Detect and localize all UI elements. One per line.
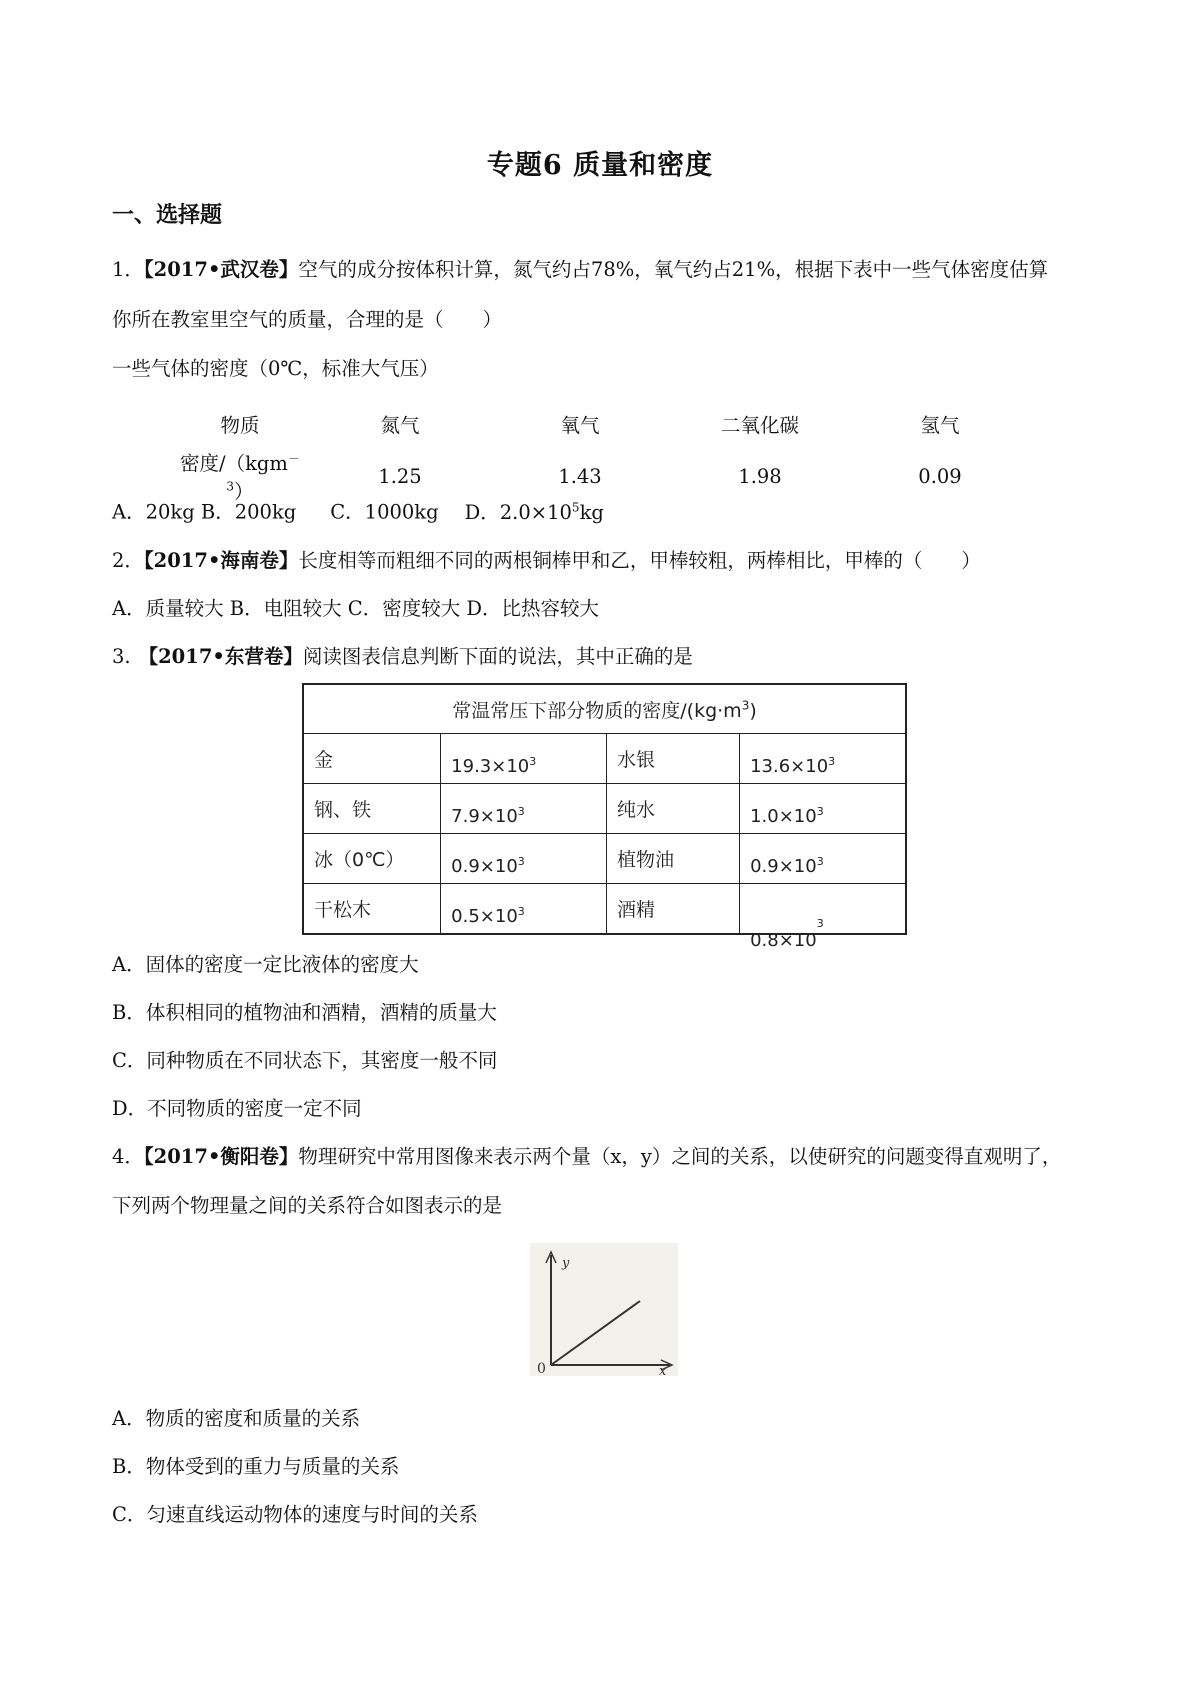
density-title-end: ) (749, 699, 757, 722)
density-value-exp: 3 (529, 755, 537, 768)
gas-table-header-cell: 氢气 (920, 414, 960, 437)
gas-table-value-cell: 1.25 (378, 464, 422, 488)
page-title: 专题6 质量和密度 (486, 150, 714, 181)
q2-number: 2． (112, 549, 144, 572)
density-value-exp: 3 (816, 916, 824, 930)
density-value-base: 19.3×10 (451, 756, 530, 777)
density-value-base: 13.6×10 (750, 756, 829, 777)
density-value (441, 884, 607, 934)
linear-graph-figure (530, 1243, 678, 1379)
q3-option-b: B．体积相同的植物油和酒精，酒精的质量大 (112, 1001, 497, 1024)
q1-option-d-exp: 5 (571, 500, 580, 514)
q3-source: 【2017•东营卷】 (138, 645, 303, 668)
q1-option-ab: A．20kg B．200kg (112, 500, 297, 524)
q4-option-b: B．物体受到的重力与质量的关系 (112, 1455, 400, 1478)
substance-name: 冰（0℃） (303, 834, 441, 884)
q2-options: A．质量较大 B．电阻较大 C．密度较大 D．比热容较大 (112, 597, 600, 620)
gas-table-value-cell: 0.09 (918, 464, 962, 488)
density-value (740, 834, 906, 884)
q3-option-c: C．同种物质在不同状态下，其密度一般不同 (112, 1049, 498, 1072)
row-label-end: ） (234, 480, 254, 503)
density-title-sup: 3 (741, 698, 750, 713)
substance-name: 水银 (607, 734, 740, 784)
proportional-line (551, 1301, 640, 1365)
gas-table-value-cell: 1.98 (738, 464, 782, 488)
density-value (441, 734, 607, 784)
linear-graph-svg (530, 1243, 678, 1379)
q1-text-1: 空气的成分按体积计算，氮气约占78%，氧气约占21%，根据下表中一些气体密度估算 (298, 258, 1049, 281)
q3-number: 3. (112, 645, 131, 668)
q2-text: 长度相等而粗细不同的两根铜棒甲和乙，甲棒较粗，两棒相比，甲棒的（ ） (298, 549, 981, 572)
gas-table-value-row (170, 448, 1030, 504)
substance-name: 酒精 (607, 884, 740, 934)
density-value-base: 0.5×10 (451, 905, 518, 927)
density-value-base: 1.0×10 (750, 806, 817, 827)
q1-source: 【2017•武汉卷】 (143, 258, 299, 281)
density-value-exp: 3 (816, 805, 824, 818)
density-value-base: 0.9×10 (451, 856, 518, 877)
q4-option-a: A．物质的密度和质量的关系 (112, 1407, 361, 1430)
gas-density-table (170, 400, 1030, 504)
density-value (441, 834, 607, 884)
row-label-text: 密度/（kgm (180, 452, 288, 475)
q1-options (112, 500, 604, 524)
q1-option-c: C．1000kg (330, 500, 439, 524)
density-table-title-row (303, 684, 906, 734)
origin-label: 0 (537, 1361, 546, 1377)
density-value-base: 0.8×10 (750, 929, 817, 951)
q1-number: 1． (112, 258, 144, 281)
substance-name: 金 (303, 734, 441, 784)
q1-text-2: 你所在教室里空气的质量，合理的是（ ） (112, 308, 503, 331)
q1-table-caption: 一些气体的密度（0℃，标准大气压） (112, 357, 439, 380)
q1-option-d-base: D．2.0×10 (464, 500, 572, 524)
gas-table-value-cell: 1.43 (558, 464, 602, 488)
q4-text-2: 下列两个物理量之间的关系符合如图表示的是 (112, 1194, 503, 1217)
density-table-title (303, 684, 906, 734)
q2-line (112, 549, 981, 572)
section-heading: 一、选择题 (112, 202, 223, 228)
q3-line (112, 645, 693, 668)
q2-source: 【2017•海南卷】 (143, 549, 299, 572)
density-value (441, 784, 607, 834)
q1-option-d-unit: kg (579, 500, 604, 524)
density-table-row (303, 734, 906, 784)
density-value-base: 0.9×10 (750, 856, 817, 877)
density-title-text: 常温常压下部分物质的密度/(kg·m (452, 699, 742, 722)
substance-name: 钢、铁 (303, 784, 441, 834)
q4-text-1: 物理研究中常用图像来表示两个量（x，y）之间的关系，以使研究的问题变得直观明了， (298, 1145, 1062, 1168)
density-value-exp: 3 (816, 855, 824, 868)
density-value (740, 784, 906, 834)
row-label-sup: －3 (226, 451, 300, 494)
substance-name: 植物油 (607, 834, 740, 884)
q3-text: 阅读图表信息判断下面的说法，其中正确的是 (302, 645, 693, 668)
q4-source: 【2017•衡阳卷】 (143, 1145, 299, 1168)
q4-number: 4． (112, 1145, 144, 1168)
density-table-row (303, 784, 906, 834)
gas-table-header-cell: 氧气 (560, 414, 600, 437)
density-table-row (303, 834, 906, 884)
q4-line-1 (112, 1145, 1061, 1168)
gas-table-header-cell: 氮气 (380, 414, 420, 437)
density-value-exp: 3 (828, 755, 836, 768)
gas-table-row-label (170, 448, 310, 504)
q1-line-1 (112, 258, 1048, 281)
density-value-exp: 3 (517, 904, 525, 918)
substance-name: 干松木 (303, 884, 441, 934)
substance-name: 纯水 (607, 784, 740, 834)
density-value-exp: 3 (517, 855, 525, 868)
gas-table-header-row (170, 400, 1030, 448)
q3-option-d: D．不同物质的密度一定不同 (112, 1097, 362, 1120)
density-value (740, 734, 906, 784)
q4-option-c: C．匀速直线运动物体的速度与时间的关系 (112, 1503, 478, 1526)
q1-option-d (465, 501, 604, 524)
density-table-row (303, 884, 906, 934)
gas-table-header-cell: 二氧化碳 (720, 414, 799, 437)
gas-table-header-cell: 物质 (220, 414, 260, 437)
x-label: x (659, 1364, 667, 1379)
q3-option-a: A．固体的密度一定比液体的密度大 (112, 953, 419, 976)
density-value-exp: 3 (517, 805, 525, 818)
density-value-base: 7.9×10 (451, 806, 518, 827)
y-label: y (562, 1256, 570, 1271)
